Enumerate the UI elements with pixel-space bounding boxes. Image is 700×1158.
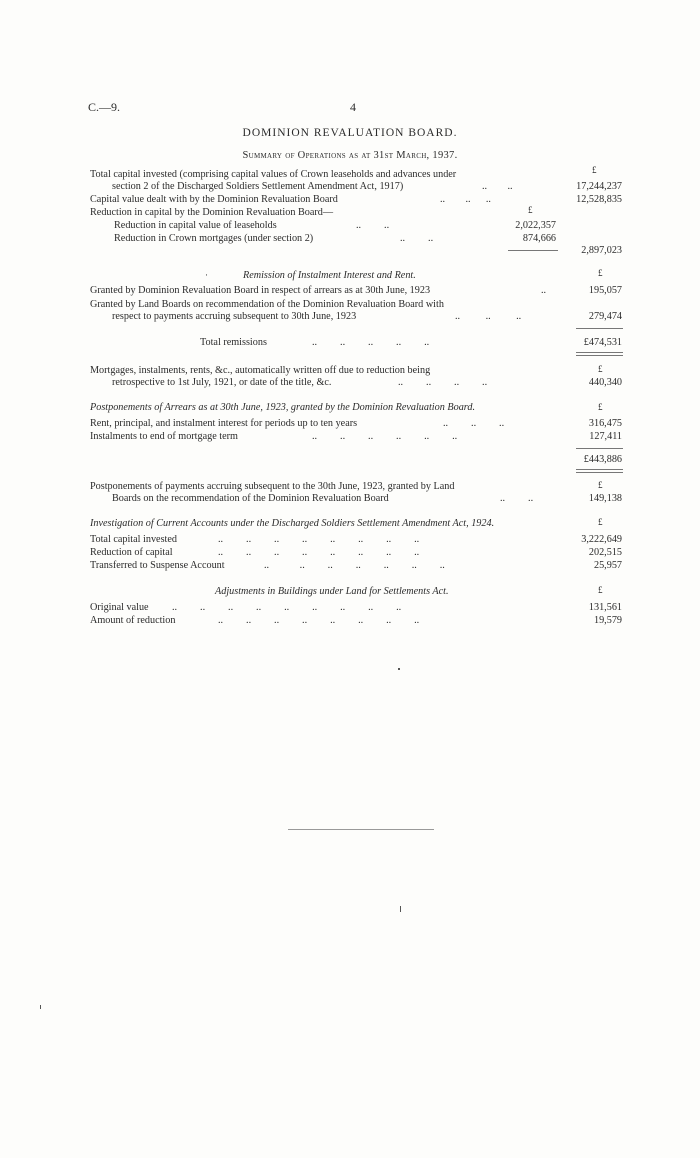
subtotal-rule: [576, 328, 623, 329]
remission-total-value: £474,531: [583, 337, 622, 348]
investigation-row3-value: 25,957: [593, 560, 622, 571]
leader-dots: .. ..: [500, 493, 534, 504]
summary-row5-label: Reduction in Crown mortgages (under section 2): [114, 233, 314, 244]
postponements-row2-value: 127,411: [589, 431, 622, 442]
document-reference: C.—9.: [88, 100, 121, 114]
leader-dots: .. .. .. .. .. .. .. ..: [218, 547, 420, 558]
leader-dots: .. .. .. .. .. .. .. ..: [218, 534, 420, 545]
speck-mark: [400, 906, 401, 912]
remission-row2-line1: Granted by Land Boards on recommendation of the Dominion Revaluation Board with: [90, 299, 444, 310]
remission-currency-label: £: [598, 268, 603, 278]
remission-total-label: Total remissions: [200, 337, 267, 348]
investigation-currency-label: £: [598, 517, 603, 527]
mortgages-line1: Mortgages, instalments, rents, &c., automatically written off due to reduction being: [90, 365, 431, 376]
summary-row3-label: Reduction in capital by the Dominion Revaluation Board—: [90, 207, 334, 218]
leader-dots: ..: [541, 285, 547, 296]
total-double-rule: [576, 469, 623, 473]
summary-row1-value: 17,244,237: [576, 181, 622, 192]
summary-total-value: 2,897,023: [581, 245, 622, 256]
investigation-row2-label: Reduction of capital: [90, 547, 173, 558]
leader-dots: .. .. .. .. .. .. .. ..: [218, 615, 420, 626]
adjustments-row1-value: 131,561: [588, 602, 622, 613]
leader-dots: .. .. .. .. .. .. ..: [264, 560, 445, 571]
adjustments-heading: Adjustments in Buildings under Land for Settlements Act.: [215, 586, 449, 597]
investigation-row1-label: Total capital invested: [90, 534, 177, 545]
remission-row1-value: 195,057: [588, 285, 622, 296]
postponements-row2-label: Instalments to end of mortgage term: [90, 431, 238, 442]
leader-dots: .. .. .. .. .. ..: [312, 431, 458, 442]
summary-currency-label: £: [592, 165, 597, 175]
postponements-subsequent-currency-label: £: [598, 480, 603, 490]
mortgages-line2: retrospective to 1st July, 1921, or date of the title, &c.: [112, 377, 332, 388]
page-number: 4: [350, 100, 356, 114]
summary-row4-label: Reduction in capital value of leaseholds: [114, 220, 277, 231]
remission-row2-value: 279,474: [588, 311, 622, 322]
investigation-row3-label: Transferred to Suspense Account: [90, 560, 225, 571]
summary-row1-line2: section 2 of the Discharged Soldiers Settlement Amendment Act, 1917): [112, 181, 404, 192]
adjustments-row2-label: Amount of reduction: [90, 615, 176, 626]
leader-dots: .. ..: [482, 181, 513, 192]
leader-dots: .. .. .. .. .. .. .. .. ..: [172, 602, 402, 613]
remission-row2-line2: respect to payments accruing subsequent to 30th June, 1923: [112, 311, 357, 322]
subtotal-rule: [576, 448, 623, 449]
leader-dots: .. .. ..: [455, 311, 522, 322]
total-double-rule: [576, 352, 623, 356]
leader-dots: .. ..: [356, 220, 390, 231]
adjustments-row2-value: 19,579: [593, 615, 622, 626]
postponements-subsequent-line2: Boards on the recommendation of the Dominion Revaluation Board: [112, 493, 389, 504]
postponements-currency-label: £: [598, 402, 603, 412]
closing-rule: [288, 829, 434, 830]
postponements-total-value: £443,886: [583, 454, 622, 465]
investigation-heading: Investigation of Current Accounts under the Discharged Soldiers Settlement Amendment Act, 1924.: [90, 518, 495, 529]
summary-inner-currency-label: £: [528, 205, 533, 215]
adjustments-row1-label: Original value: [90, 602, 149, 613]
leader-dots: .. .. ..: [443, 418, 505, 429]
summary-row2-value: 12,528,835: [576, 194, 622, 205]
postponements-row1-label: Rent, principal, and instalment interest for periods up to ten years: [90, 418, 358, 429]
postponements-subsequent-line1: Postponements of payments accruing subsequent to the 30th June, 1923, granted by Land: [90, 481, 455, 492]
mortgages-value: 440,340: [588, 377, 622, 388]
remission-row1-label: Granted by Dominion Revaluation Board in respect of arrears as at 30th June, 1923: [90, 285, 431, 296]
summary-row1-line1: Total capital invested (comprising capital values of Crown leaseholds and advances under: [90, 169, 457, 180]
leader-dots: .. .. .. .. ..: [312, 337, 430, 348]
speck-mark: [40, 1005, 41, 1009]
summary-row4-value: 2,022,357: [515, 220, 556, 231]
page-title: DOMINION REVALUATION BOARD.: [242, 127, 458, 139]
postponements-subsequent-value: 149,138: [588, 493, 622, 504]
postponements-heading: Postponements of Arrears as at 30th June, 1923, granted by the Dominion Revaluation Board.: [90, 402, 476, 413]
stray-mark: ·: [205, 270, 208, 280]
adjustments-currency-label: £: [598, 585, 603, 595]
mortgages-currency-label: £: [598, 364, 603, 374]
leader-dots: .. .. ..: [440, 194, 491, 205]
leader-dots: .. .. .. ..: [398, 377, 488, 388]
investigation-row1-value: 3,222,649: [581, 534, 622, 545]
remission-heading: Remission of Instalment Interest and Rent.: [243, 270, 416, 281]
page-subtitle: Summary of Operations as at 31st March, 1937.: [242, 150, 458, 161]
postponements-row1-value: 316,475: [588, 418, 622, 429]
summary-row5-value: 874,666: [522, 233, 556, 244]
speck-mark: [398, 668, 400, 670]
summary-row2-label: Capital value dealt with by the Dominion Revaluation Board: [90, 194, 338, 205]
investigation-row2-value: 202,515: [588, 547, 622, 558]
leader-dots: .. ..: [400, 233, 434, 244]
